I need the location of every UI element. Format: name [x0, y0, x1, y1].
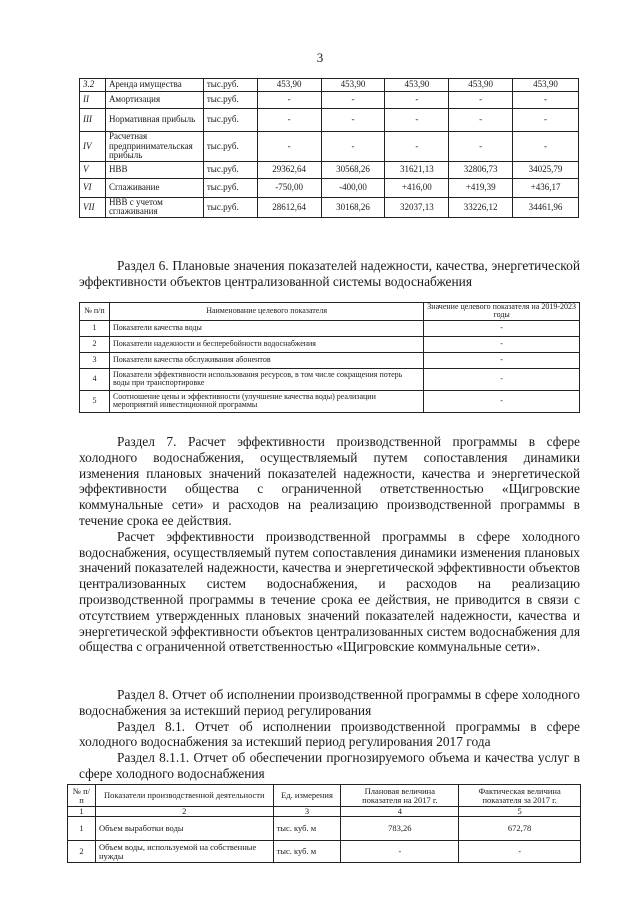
section-8-1-1-heading: Раздел 8.1.1. Отчет об обеспечении прогнозируемого объема и качества услуг в сфере холодного водоснабжения	[79, 750, 580, 781]
row-code: 3.2	[80, 79, 106, 92]
t3-colnum: 5	[459, 807, 581, 817]
row-number: 5	[80, 390, 110, 412]
row-value: -	[513, 109, 579, 132]
budget-table	[79, 78, 579, 218]
row-unit: тыс.руб.	[203, 198, 257, 218]
row-value: -	[449, 109, 513, 132]
row-value: 31621,13	[385, 162, 449, 179]
row-name: Нормативная прибыль	[105, 109, 203, 132]
t3-colnum: 2	[95, 807, 273, 817]
fact-value: -	[459, 841, 581, 863]
table-row	[80, 320, 580, 336]
section-8-heading: Раздел 8. Отчет об исполнении производственной программы в сфере холодного водоснабжения за истекший период регулирования	[79, 687, 580, 718]
t2-header-value: Значение целевого показателя на 2019-2023 годы	[424, 303, 580, 321]
row-code: V	[80, 162, 106, 179]
row-value: -	[257, 109, 321, 132]
row-code: II	[80, 92, 106, 109]
row-value: 453,90	[321, 79, 385, 92]
indicator-name: Объем выработки воды	[95, 817, 273, 841]
table-row	[80, 390, 580, 412]
table-row	[80, 132, 579, 162]
section-7-paragraph-2: Расчет эффективности производственной программы в сфере холодного водоснабжения, осуществляемый путем сопоставления динамики изменения плановых значений показателей надежности, качества и энергетической эффективности объектов централизованных систем водоснабжения, и расходов на реализацию производственной программы в течение срока ее действия, не приводится в связи с отсутствием утвержденных плановых значений показателей надежности, качества и энергетической эффективности объектов централизованных систем водоснабжения для общества с ограниченной ответственностью «Щигровские коммунальные сети».	[79, 528, 580, 655]
row-number: 2	[80, 336, 110, 352]
row-name: Аренда имущества	[105, 79, 203, 92]
row-number: 1	[68, 817, 96, 841]
section-7-paragraph-1: Раздел 7. Расчет эффективности производственной программы в сфере холодного водоснабжения, осуществляемый путем сопоставления динамики изменения плановых значений показателей надежности, качества и энергетической эффективности общества с ограниченной ответственностью «Щигровские коммунальные сети» и расходов на реализацию производственной программы в течение срока ее действия.	[79, 434, 580, 528]
table-row	[80, 92, 579, 109]
table-row	[80, 79, 579, 92]
t3-colnum: 1	[68, 807, 96, 817]
row-unit: тыс.руб.	[203, 92, 257, 109]
t3-header-fact: Фактическая величина показателя за 2017 г.	[459, 785, 581, 807]
row-value: +419,39	[449, 179, 513, 198]
row-value: -	[321, 92, 385, 109]
target-indicators-table	[79, 302, 580, 413]
row-unit: тыс.руб.	[203, 109, 257, 132]
row-value: -	[321, 132, 385, 162]
row-number: 2	[68, 841, 96, 863]
t3-header-unit: Ед. измерения	[273, 785, 341, 807]
section-8-1-heading: Раздел 8.1. Отчет об исполнении производственной программы в сфере холодного водоснабжения за истекший период регулирования 2017 года	[79, 718, 580, 750]
table-row	[80, 368, 580, 390]
indicator-unit: тыс. куб. м	[273, 817, 341, 841]
table-row	[80, 109, 579, 132]
row-number: 1	[80, 320, 110, 336]
table-row	[80, 179, 579, 198]
t2-header-name: Наименование целевого показателя	[109, 303, 423, 321]
row-unit: тыс.руб.	[203, 179, 257, 198]
row-value: 32037,13	[385, 198, 449, 218]
row-value: -	[513, 92, 579, 109]
t3-header-plan: Плановая величина показателя на 2017 г.	[341, 785, 459, 807]
fact-value: 672,78	[459, 817, 581, 841]
row-value: +436,17	[513, 179, 579, 198]
plan-value: -	[341, 841, 459, 863]
row-value: 453,90	[385, 79, 449, 92]
table-row	[80, 198, 579, 218]
row-value: -400,00	[321, 179, 385, 198]
row-unit: тыс.руб.	[203, 79, 257, 92]
row-value: 33226,12	[449, 198, 513, 218]
row-value: -	[257, 132, 321, 162]
row-name: НВВ	[105, 162, 203, 179]
indicator-name: Показатели качества обслуживания абонентов	[109, 352, 423, 368]
production-volume-table	[67, 784, 581, 863]
row-value: 34461,96	[513, 198, 579, 218]
t3-colnum: 4	[341, 807, 459, 817]
row-value: -	[385, 109, 449, 132]
row-unit: тыс.руб.	[203, 132, 257, 162]
row-name: Сглаживание	[105, 179, 203, 198]
row-value: -	[449, 92, 513, 109]
row-value: 453,90	[513, 79, 579, 92]
row-value: -750,00	[257, 179, 321, 198]
row-name: Расчетная предпринимательская прибыль	[105, 132, 203, 162]
indicator-name: Показатели эффективности использования ресурсов, в том числе сокращения потерь воды при транспортировке	[109, 368, 423, 390]
row-name: НВВ с учетом сглаживания	[105, 198, 203, 218]
section-6-heading: Раздел 6. Плановые значения показателей надежности, качества, энергетической эффективности объектов централизованной системы водоснабжения	[79, 258, 580, 289]
indicator-value: -	[424, 352, 580, 368]
row-value: -	[385, 132, 449, 162]
row-value: 34025,79	[513, 162, 579, 179]
row-name: Амортизация	[105, 92, 203, 109]
t3-header-name: Показатели производственной деятельности	[95, 785, 273, 807]
indicator-name: Показатели качества воды	[109, 320, 423, 336]
row-code: IV	[80, 132, 106, 162]
row-unit: тыс.руб.	[203, 162, 257, 179]
table-row	[68, 817, 581, 841]
indicator-value: -	[424, 336, 580, 352]
page-number: 3	[316, 50, 324, 65]
row-value: 32806,73	[449, 162, 513, 179]
row-code: VII	[80, 198, 106, 218]
row-value: 30568,26	[321, 162, 385, 179]
indicator-name: Соотношение цены и эффективности (улучшение качества воды) реализации мероприятий инвестиционной программы	[109, 390, 423, 412]
plan-value: 783,26	[341, 817, 459, 841]
table-row	[68, 841, 581, 863]
row-value: 30168,26	[321, 198, 385, 218]
row-code: III	[80, 109, 106, 132]
row-value: 29362,64	[257, 162, 321, 179]
row-value: -	[385, 92, 449, 109]
row-code: VI	[80, 179, 106, 198]
indicator-value: -	[424, 390, 580, 412]
row-value: 453,90	[449, 79, 513, 92]
row-value: 453,90	[257, 79, 321, 92]
indicator-value: -	[424, 368, 580, 390]
t3-header-num: № п/п	[68, 785, 96, 807]
t2-header-num: № п/п	[80, 303, 110, 321]
row-number: 4	[80, 368, 110, 390]
row-value: -	[513, 132, 579, 162]
t3-colnum: 3	[273, 807, 341, 817]
row-number: 3	[80, 352, 110, 368]
indicator-value: -	[424, 320, 580, 336]
indicator-unit: тыс. куб. м	[273, 841, 341, 863]
indicator-name: Объем воды, используемой на собственные нужды	[95, 841, 273, 863]
row-value: -	[257, 92, 321, 109]
row-value: +416,00	[385, 179, 449, 198]
indicator-name: Показатели надежности и бесперебойности водоснабжения	[109, 336, 423, 352]
row-value: -	[321, 109, 385, 132]
table-row	[80, 162, 579, 179]
table-row	[80, 336, 580, 352]
row-value: 28612,64	[257, 198, 321, 218]
row-value: -	[449, 132, 513, 162]
table-row	[80, 352, 580, 368]
